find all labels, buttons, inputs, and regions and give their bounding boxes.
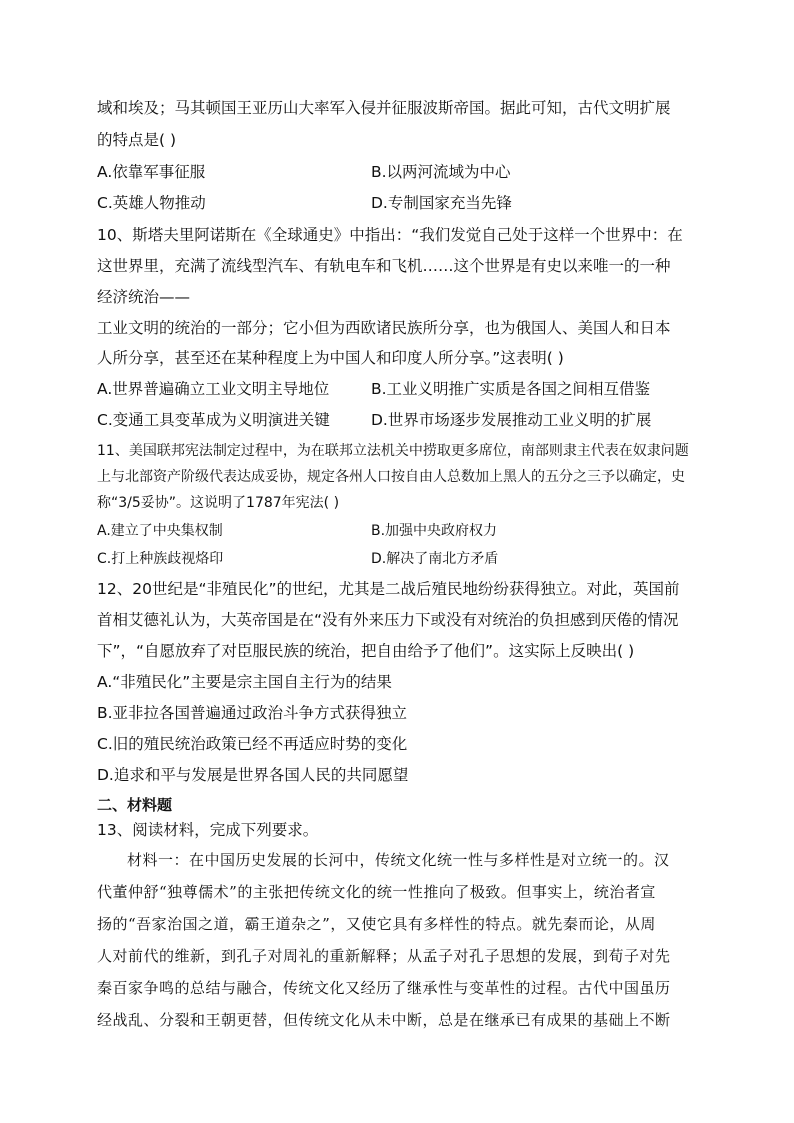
q10-stem-line-5: 人所分享，甚至还在某种程度上为中国人和印度人所分享。”这表明( ) [97, 349, 564, 367]
q10-stem-line-3: 经济统治—— [97, 288, 191, 306]
q11-stem-line-1: 11、美国联邦宪法制定过程中，为在联邦立法机关中捞取更多席位，南部则隶主代表在奴隶问题 [97, 443, 689, 459]
q13-stem: 13、阅读材料，完成下列要求。 [97, 821, 319, 839]
q10-option-c: C.变通工具变革成为义明演进关键 [97, 411, 330, 429]
q13-material-line-3: 扬的“吾家治国之道，霸王道杂之”，又使它具有多样性的特点。就先秦而论，从周 [97, 915, 656, 933]
q13-material-line-4: 人对前代的维新，到孔子对周礼的重新解释；从孟子对孔子思想的发展，到荀子对先 [97, 947, 671, 965]
q11-option-c: C.打上种族歧视烙印 [97, 551, 224, 567]
q9-option-c: C.英雄人物推动 [97, 194, 206, 212]
q12-option-a: A.“非殖民化”主要是宗主国自主行为的结果 [97, 673, 392, 691]
q12-option-b: B.亚非拉各国普遍通过政治斗争方式获得独立 [97, 704, 408, 722]
q11-option-d: D.解决了南北方矛盾 [371, 551, 499, 567]
q13-material-line-6: 经战乱、分裂和王朝更替，但传统文化从未中断，总是在继承已有成果的基础上不断 [97, 1011, 671, 1029]
q13-material-line-5: 秦百家争鸣的总结与融合，传统文化又经历了继承性与变革性的过程。古代中国虽历 [97, 979, 671, 997]
q10-option-d: D.世界市场逐步发展推动工业义明的扩展 [371, 411, 652, 429]
section-heading: 二、材料题 [97, 796, 173, 814]
q9-stem-line-1: 域和埃及；马其顿国王亚历山大率军入侵并征服波斯帝国。据此可知，古代文明扩展 [97, 99, 671, 117]
q10-option-a: A.世界普遍确立工业文明主导地位 [97, 380, 330, 398]
q11-option-b: B.加强中央政府权力 [371, 523, 498, 539]
q12-stem-line-1: 12、20世纪是“非殖民化”的世纪，尤其是二战后殖民地纷纷获得独立。对此，英国前 [97, 580, 680, 598]
q10-option-b: B.工业义明推广实质是各国之间相互借鉴 [371, 380, 651, 398]
q12-stem-line-3: 下”，“自愿放弃了对臣服民族的统治，把自由给予了他们”。这实际上反映出( ) [97, 642, 635, 660]
q13-material-line-2: 代董仲舒“独尊儒术”的主张把传统文化的统一性推向了极致。但事实上，统治者宣 [97, 883, 656, 901]
q9-option-d: D.专制国家充当先锋 [371, 194, 512, 212]
q11-option-a: A.建立了中央集权制 [97, 523, 223, 539]
q12-stem-line-2: 首相艾德礼认为，大英帝国是在“没有外来压力下或没有对统治的负担感到厌倦的情况 [97, 611, 679, 629]
q10-stem-line-1: 10、斯塔夫里阿诺斯在《全球通史》中指出：“我们发觉自己处于这样一个世界中：在 [97, 226, 683, 244]
q9-option-a: A.依靠军事征服 [97, 163, 206, 181]
q12-option-d: D.追求和平与发展是世界各国人民的共同愿望 [97, 766, 409, 784]
q13-material-line-1: 材料一：在中国历史发展的长河中，传统文化统一性与多样性是对立统一的。汉 [127, 851, 670, 869]
q9-stem-line-2: 的特点是( ) [97, 131, 177, 149]
q12-option-c: C.旧的殖民统治政策已经不再适应时势的变化 [97, 735, 408, 753]
q11-stem-line-3: 称“3/5妥协”。这说明了1787年宪法( ) [97, 495, 340, 511]
q10-stem-line-4: 工业文明的统治的一部分；它小但为西欧诸民族所分享，也为俄国人、美国人和日本 [97, 319, 671, 337]
q9-option-b: B.以两河流域为中心 [371, 163, 511, 181]
q11-stem-line-2: 上与北部资产阶级代表达成妥协，规定各州人口按自由人总数加上黑人的五分之三予以确定，史 [97, 469, 685, 485]
q10-stem-line-2: 这世界里，充满了流线型汽车、有轨电车和飞机……这个世界是有史以来唯一的一种 [97, 257, 671, 275]
